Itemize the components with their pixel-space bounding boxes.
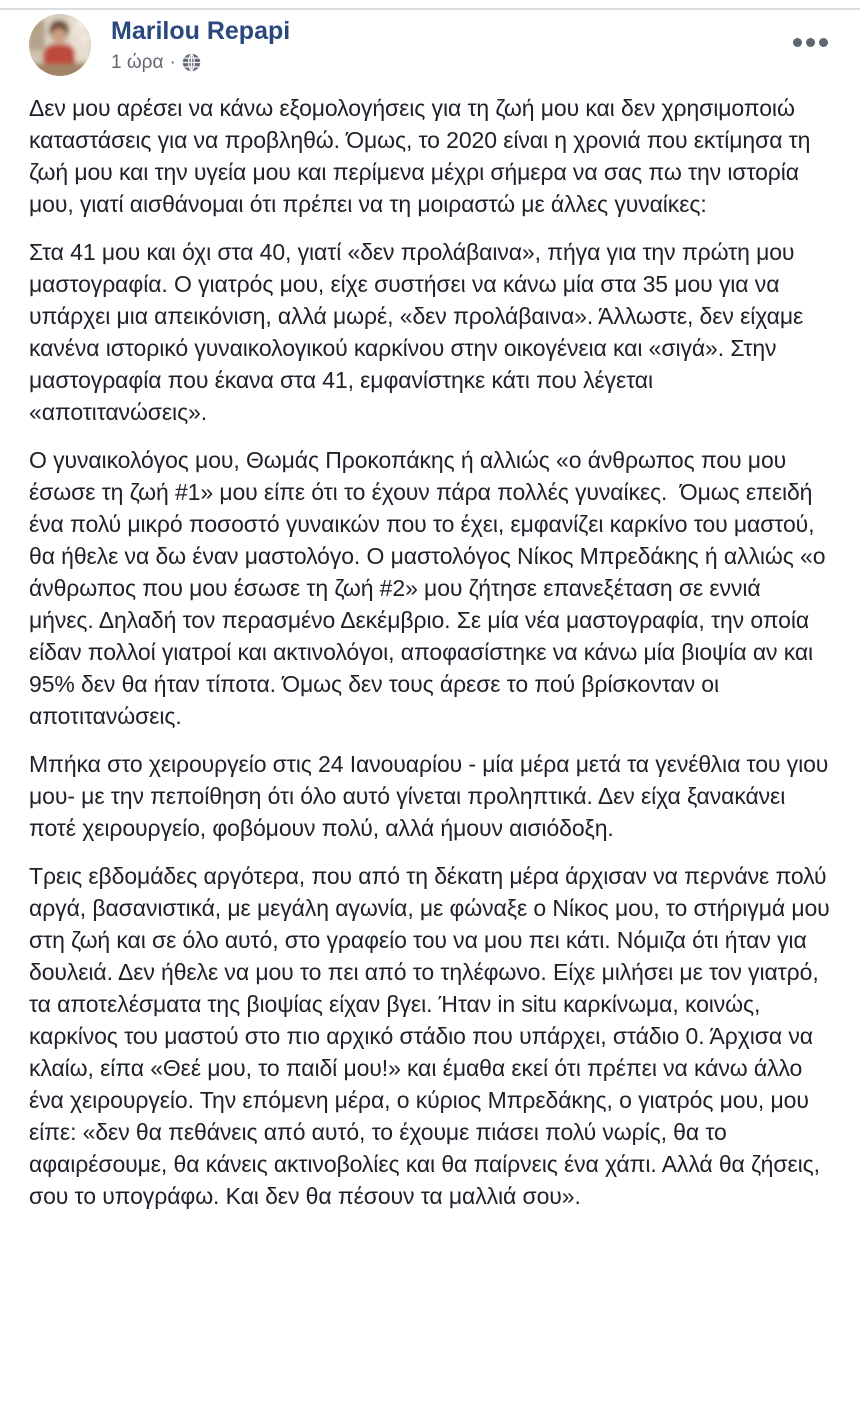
top-divider xyxy=(0,8,860,10)
avatar[interactable] xyxy=(29,14,91,76)
profile-photo-image xyxy=(29,14,91,76)
post-paragraph: Δεν μου αρέσει να κάνω εξομολογήσεις για τη ζωή μου και δεν χρησιμοποιώ καταστάσεις για να προβληθώ. Όμως, το 2020 είναι η χρονιά που εκτίμησα τη ζωή μου και την υγεία μου και περίμενα μέχρι σήμερα να σας πω την ιστορία μου, γιατί αισθάνομαι ότι πρέπει να τη μοιραστώ με άλλες γυναίκες: xyxy=(29,95,817,217)
post-paragraph: Στα 41 μου και όχι στα 40, γιατί «δεν προλάβαινα», πήγα για την πρώτη μου μαστογραφία. Ο γιατρός μου, είχε συστήσει να κάνω μία στα 35 μου για να υπάρχει μια απεικόνιση, αλλά μωρέ, «δεν προλάβαινα». Άλλωστε, δεν είχαμε κανένα ιστορικό γυναικολογικού καρκίνου στην οικογένεια και «σιγά». Στην μαστογραφία που έκανα στα 41, εμφανίστηκε κάτι που λέγεται «αποτιτανώσεις». xyxy=(29,239,810,425)
author-name[interactable]: Marilou Repapi xyxy=(111,17,291,45)
ellipsis-icon xyxy=(819,38,828,47)
post-paragraph: Μπήκα στο χειρουργείο στις 24 Ιανουαρίου - μία μέρα μετά τα γενέθλια του γιου μου- με την πεποίθηση ότι όλο αυτό γίνεται προληπτικά. Δεν είχα ξανακάνει ποτέ χειρουργείο, φοβόμουν πολύ, αλλά ήμουν αισιόδοξη. xyxy=(29,751,835,841)
globe-icon xyxy=(182,53,201,72)
ellipsis-icon xyxy=(806,38,815,47)
post-meta xyxy=(111,52,785,74)
post-body xyxy=(29,92,836,1212)
post-paragraph: Τρεις εβδομάδες αργότερα, που από τη δέκατη μέρα άρχισαν να περνάνε πολύ αργά, βασανιστικά, με μεγάλη αγωνία, με φώναξε ο Νίκος μου, το στήριγμά μου στη ζωή και σε όλο αυτό, στο γραφείο του να μου πει κάτι. Νόμιζα ότι ήταν για δουλειά. Δεν ήθελε να μου το πει από το τηλέφωνο. Είχε μιλήσει με τον γιατρό, τα αποτελέσματα της βιοψίας είχαν βγει. Ήταν in situ καρκίνωμα, κοινώς, καρκίνος του μαστού στο πιο αρχικό στάδιο που υπάρχει, στάδιο 0. Άρχισα να κλαίω, είπα «Θεέ μου, το παιδί μου!» και έμαθα εκεί ότι πρέπει να κάνω άλλο ένα χειρουργείο. Την επόμενη μέρα, ο κύριος Μπρεδάκης, ο γιατρός μου, μου είπε: «δεν θα πεθάνεις από αυτό, το έχουμε πιάσει πολύ νωρίς, θα το αφαιρέσουμε, θα κάνεις ακτινοβολίες και θα παίρνεις ένα χάπι. Αλλά θα ζήσεις, σου το υπογράφω. Και δεν θα πέσουν τα μαλλιά σου». xyxy=(29,863,836,1209)
post-paragraph: Ο γυναικολόγος μου, Θωμάς Προκοπάκης ή αλλιώς «ο άνθρωπος που μου έσωσε τη ζωή #1» μου είπε ότι το έχουν πάρα πολλές γυναίκες. Όμως επειδή ένα πολύ μικρό ποσοστό γυναικών που το έχει, εμφανίζει καρκίνο του μαστού, θα ήθελε να δω έναν μαστολόγο. Ο μαστολόγος Νίκος Μπρεδάκης ή αλλιώς «ο άνθρωπος που μου έσωσε τη ζωή #2» μου ζήτησε επανεξέταση σε εννιά μήνες. Δηλαδή τον περασμένο Δεκέμβριο. Σε μία νέα μαστογραφία, την οποία είδαν πολλοί γιατροί και ακτινολόγοι, αποφασίστηκε να κάνω μία βιοψία αν και 95% δεν θα ήταν τίποτα. Όμως δεν τους άρεσε το πού βρίσκονταν οι αποτιτανώσεις. xyxy=(29,447,832,729)
post-header xyxy=(29,14,836,76)
post-header-text xyxy=(111,14,785,74)
timestamp[interactable]: 1 ώρα xyxy=(111,51,164,73)
ellipsis-icon xyxy=(793,38,802,47)
more-options-button[interactable] xyxy=(785,20,836,65)
meta-separator: · xyxy=(169,51,176,73)
